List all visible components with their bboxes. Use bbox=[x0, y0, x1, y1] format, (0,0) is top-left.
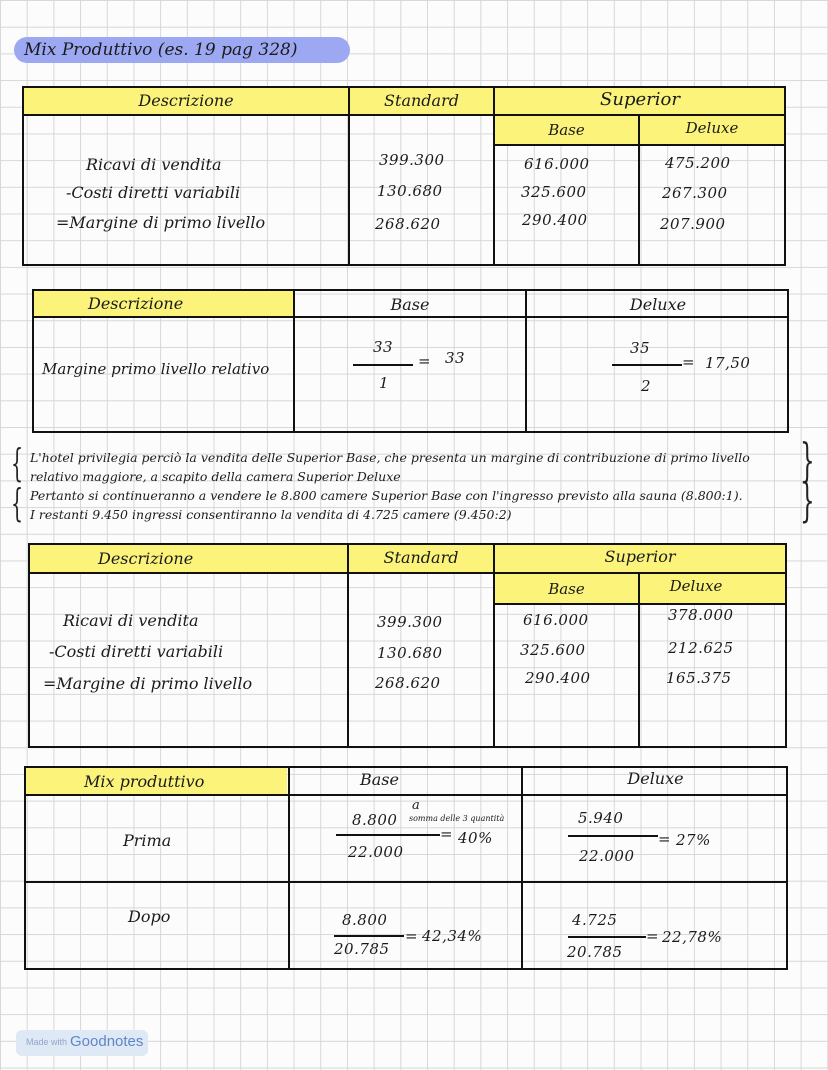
fraction-numerator: 33 bbox=[373, 338, 394, 356]
header-base: Base bbox=[548, 121, 585, 139]
fraction-numerator: 35 bbox=[630, 339, 651, 357]
divider bbox=[24, 794, 788, 796]
right-brace: } bbox=[800, 473, 815, 527]
fraction-bar bbox=[568, 835, 658, 837]
row-label: =Margine di primo livello bbox=[43, 674, 253, 693]
header-base: Base bbox=[390, 295, 430, 314]
note-line: Pertanto si continueranno a vendere le 8.800 camere Superior Base con l'ingresso previsto alla sauna (8.800:1). bbox=[30, 488, 743, 503]
fraction-numerator: 8.800 bbox=[342, 911, 388, 929]
fraction-result: 27% bbox=[676, 831, 711, 849]
cell-deluxe: 378.000 bbox=[668, 606, 734, 624]
header-standard: Standard bbox=[384, 91, 459, 110]
header-descrizione: Descrizione bbox=[98, 549, 194, 568]
annotation-mark: a bbox=[412, 798, 420, 813]
divider bbox=[493, 543, 495, 748]
row-label: -Costi diretti variabili bbox=[49, 642, 224, 661]
badge-brand: Goodnotes bbox=[70, 1033, 144, 1050]
fraction-denominator: 2 bbox=[641, 377, 652, 395]
cell-deluxe: 165.375 bbox=[666, 669, 732, 687]
divider bbox=[28, 572, 787, 574]
header-standard: Standard bbox=[383, 548, 459, 567]
cell-base: 616.000 bbox=[523, 611, 589, 629]
header-deluxe: Deluxe bbox=[685, 119, 739, 137]
row-label: Ricavi di vendita bbox=[86, 155, 222, 174]
equals-sign: = bbox=[658, 830, 672, 848]
note-line: relativo maggiore, a scapito della camera Superior Deluxe bbox=[30, 469, 401, 484]
header-superior: Superior bbox=[600, 89, 680, 110]
fraction-result: 40% bbox=[458, 829, 493, 847]
fraction-denominator: 20.785 bbox=[567, 943, 623, 961]
header-base: Base bbox=[548, 580, 585, 598]
cell-standard: 399.300 bbox=[379, 151, 445, 169]
divider bbox=[32, 316, 789, 318]
header-deluxe: Deluxe bbox=[669, 577, 723, 595]
fraction-result: 17,50 bbox=[705, 354, 751, 372]
left-brace: { bbox=[11, 441, 24, 485]
cell-standard: 399.300 bbox=[377, 613, 443, 631]
cell-standard: 130.680 bbox=[377, 182, 443, 200]
fraction-result: 42,34% bbox=[422, 927, 483, 945]
cell-base: 290.400 bbox=[522, 211, 588, 229]
fraction-denominator: 1 bbox=[379, 374, 390, 392]
equals-sign: = bbox=[418, 352, 432, 370]
fraction-result: 33 bbox=[445, 349, 466, 367]
row-label: Margine primo livello relativo bbox=[42, 360, 270, 378]
right-brace: } bbox=[800, 433, 815, 487]
row-label-dopo: Dopo bbox=[128, 907, 171, 926]
cell-standard: 130.680 bbox=[377, 644, 443, 662]
header-superior: Superior bbox=[604, 547, 676, 566]
cell-deluxe: 267.300 bbox=[662, 184, 728, 202]
fraction-numerator: 5.940 bbox=[578, 809, 624, 827]
note-line: L'hotel privilegia perciò la vendita delle Superior Base, che presenta un margine di contribuzione di primo livello bbox=[30, 450, 750, 465]
header-deluxe: Deluxe bbox=[627, 769, 684, 788]
cell-base: 325.600 bbox=[521, 183, 587, 201]
cell-base: 616.000 bbox=[524, 155, 590, 173]
header-base: Base bbox=[360, 770, 399, 789]
header-deluxe: Deluxe bbox=[629, 295, 687, 314]
annotation-text: somma delle 3 quantità bbox=[409, 814, 505, 823]
divider bbox=[288, 766, 290, 970]
equals-sign: = bbox=[646, 927, 660, 945]
fraction-bar bbox=[568, 936, 646, 938]
fraction-result: 22,78% bbox=[662, 928, 723, 946]
fraction-denominator: 22.000 bbox=[579, 847, 635, 865]
table-frame bbox=[22, 86, 786, 266]
made-with-goodnotes-badge[interactable] bbox=[16, 1030, 148, 1056]
row-label: Ricavi di vendita bbox=[63, 611, 199, 630]
cell-deluxe: 475.200 bbox=[665, 154, 731, 172]
divider bbox=[494, 603, 787, 605]
fraction-bar bbox=[336, 834, 440, 836]
row-label: =Margine di primo livello bbox=[56, 213, 266, 232]
divider bbox=[521, 766, 523, 970]
fraction-numerator: 4.725 bbox=[572, 911, 618, 929]
row-label: -Costi diretti variabili bbox=[66, 183, 241, 202]
header-descrizione: Descrizione bbox=[88, 294, 184, 313]
divider bbox=[24, 881, 788, 883]
header-descrizione: Descrizione bbox=[138, 91, 234, 110]
fraction-bar bbox=[612, 364, 682, 366]
fraction-bar bbox=[334, 935, 404, 937]
header-mix: Mix produttivo bbox=[84, 772, 205, 791]
equals-sign: = bbox=[405, 927, 419, 945]
fraction-bar bbox=[353, 364, 413, 366]
page-title: Mix Produttivo (es. 19 pag 328) bbox=[14, 37, 350, 63]
cell-base: 325.600 bbox=[520, 641, 586, 659]
note-line: I restanti 9.450 ingressi consentiranno la vendita di 4.725 camere (9.450:2) bbox=[30, 507, 512, 522]
fraction-denominator: 20.785 bbox=[334, 940, 390, 958]
divider bbox=[493, 86, 495, 266]
cell-deluxe: 207.900 bbox=[660, 215, 726, 233]
equals-sign: = bbox=[440, 825, 454, 843]
cell-standard: 268.620 bbox=[375, 215, 441, 233]
divider bbox=[347, 543, 349, 748]
left-brace: { bbox=[11, 481, 24, 525]
divider bbox=[638, 572, 640, 748]
divider bbox=[494, 144, 786, 146]
divider bbox=[348, 86, 350, 266]
equals-sign: = bbox=[682, 353, 696, 371]
badge-made-with: Made with bbox=[26, 1037, 68, 1047]
cell-standard: 268.620 bbox=[375, 674, 441, 692]
fraction-numerator: 8.800 bbox=[352, 811, 398, 829]
cell-base: 290.400 bbox=[525, 669, 591, 687]
cell-deluxe: 212.625 bbox=[668, 639, 734, 657]
divider bbox=[22, 114, 786, 116]
fraction-denominator: 22.000 bbox=[348, 843, 404, 861]
row-label-prima: Prima bbox=[123, 831, 172, 850]
